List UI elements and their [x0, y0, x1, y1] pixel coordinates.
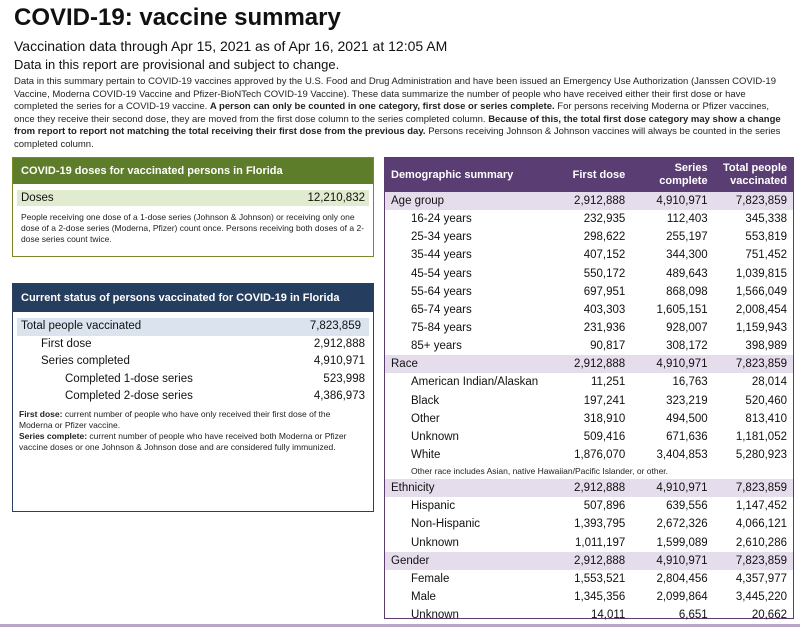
- row-label: 35-44 years: [411, 249, 472, 262]
- note-text-3: Persons receiving Johnson & Johnson vaccines will always be counted in the series completed column.: [14, 126, 781, 150]
- total-vaccinated-cell: 553,819: [745, 231, 787, 244]
- row-label: American Indian/Alaskan: [411, 376, 539, 389]
- note-text-1: Data in this summary pertain to COVID-19 vaccines approved by the U.S. Food and Drug Administration and have been issued an Emergency Use Authorization (Janssen COVID-19 Vaccine, Moderna COVID-19 Vaccine and Pfizer-BioNTech COVID-19 Vaccine). These data summarize the number of people who have received either their first dose or have completed the series for a COVID-19 vaccine.: [14, 76, 776, 113]
- row-label: Female: [411, 572, 450, 585]
- first-dose-cell: 231,936: [583, 322, 626, 335]
- series-definition: current number of people who have received both Moderna or Pfizer vaccine doses or one Johnson & Johnson dose and are considered fully immunized.: [19, 430, 347, 452]
- first-dose-cell: 407,152: [583, 249, 626, 262]
- status-value: 523,998: [323, 372, 365, 385]
- first-dose-cell: 1,011,197: [574, 536, 626, 549]
- row-label: Black: [411, 394, 440, 407]
- row-label: Unknown: [411, 430, 459, 443]
- series-complete-cell: 4,910,971: [656, 195, 708, 208]
- total-vaccinated-cell: 1,147,452: [735, 500, 787, 513]
- total-vaccinated-cell: 345,338: [745, 213, 787, 226]
- row-label: Other: [411, 412, 440, 425]
- first-dose-cell: 2,912,888: [574, 482, 626, 495]
- total-vaccinated-cell: 2,610,286: [735, 536, 787, 549]
- series-complete-cell: 2,804,456: [656, 572, 708, 585]
- total-vaccinated-cell: 1,181,052: [735, 430, 787, 443]
- series-term: Series complete:: [19, 430, 88, 441]
- series-complete-cell: 308,172: [666, 340, 708, 353]
- race-row: [385, 410, 793, 428]
- status-row-first-dose: [13, 336, 373, 354]
- page-title: COVID-19: vaccine summary: [14, 4, 341, 31]
- first-dose-cell: 2,912,888: [574, 554, 626, 567]
- total-vaccinated-cell: 398,989: [745, 340, 787, 353]
- age-row: [385, 228, 793, 246]
- series-complete-cell: 639,556: [666, 500, 708, 513]
- total-vaccinated-cell: 2,008,454: [735, 303, 787, 316]
- header-series-complete: [625, 162, 707, 188]
- first-dose-cell: 1,553,521: [574, 572, 626, 585]
- status-label: Series completed: [41, 355, 130, 367]
- row-label: Hispanic: [411, 500, 456, 513]
- first-dose-cell: 298,622: [583, 231, 626, 244]
- report-date: Vaccination data through Apr 15, 2021 as of Apr 16, 2021 at 12:05 AM: [14, 38, 448, 54]
- status-label: Total people vaccinated: [21, 320, 142, 332]
- race-note: Other race includes Asian, native Hawaiian/Pacific Islander, or other.: [411, 466, 669, 477]
- series-complete-cell: 16,763: [672, 376, 708, 389]
- row-label: Unknown: [411, 536, 459, 549]
- row-label: Gender: [391, 554, 430, 567]
- first-dose-cell: 90,817: [590, 340, 626, 353]
- total-vaccinated-cell: 520,460: [745, 394, 787, 407]
- first-dose-cell: 2,912,888: [574, 358, 626, 371]
- race-row: [385, 392, 793, 410]
- first-dose-definition: current number of people who have only received their first dose of the Moderna or Pfizer vaccine.: [19, 408, 331, 430]
- status-value: 4,910,971: [313, 355, 365, 367]
- first-dose-cell: 197,241: [583, 394, 626, 407]
- ethnicity-row: [385, 497, 793, 515]
- note-text-2: For persons receiving Moderna or Pfizer vaccines, once they receive their second dose, they are moved from the first dose column to the series completed column.: [14, 101, 770, 125]
- series-complete-cell: 323,219: [666, 394, 708, 407]
- first-dose-cell: 550,172: [583, 267, 626, 280]
- series-complete-cell: 344,300: [666, 249, 708, 262]
- first-dose-cell: 1,393,795: [574, 518, 626, 531]
- series-complete-cell: 4,910,971: [656, 482, 708, 495]
- total-vaccinated-cell: 751,452: [745, 249, 787, 262]
- doses-row: [17, 190, 369, 206]
- age-row: [385, 210, 793, 228]
- age-row: [385, 301, 793, 319]
- header-first-dose: First dose: [572, 168, 626, 181]
- first-dose-cell: 697,951: [583, 285, 626, 298]
- first-dose-cell: 318,910: [583, 412, 626, 425]
- total-vaccinated-cell: 7,823,859: [735, 195, 787, 208]
- first-dose-cell: 403,303: [583, 303, 626, 316]
- header-total-vaccinated: [708, 162, 793, 188]
- series-complete-cell: 494,500: [666, 412, 708, 425]
- series-complete-cell: 6,651: [678, 609, 708, 622]
- row-label: 85+ years: [411, 340, 462, 353]
- status-label: First dose: [41, 337, 92, 350]
- status-label: Completed 1-dose series: [65, 372, 193, 385]
- gender-row: [385, 570, 793, 588]
- header-total-line1: Total people: [723, 162, 787, 174]
- total-vaccinated-cell: 7,823,859: [735, 554, 787, 567]
- header-total-line2: vaccinated: [730, 175, 787, 187]
- gender-group-row: [385, 552, 793, 570]
- row-label: White: [411, 449, 441, 462]
- status-panel-title: Current status of persons vaccinated for COVID-19 in Florida: [13, 284, 373, 312]
- header-series-line1: Series: [674, 162, 708, 174]
- header-series-line2: complete: [659, 175, 708, 187]
- total-vaccinated-cell: 20,662: [751, 609, 787, 622]
- row-label: 16-24 years: [411, 213, 472, 226]
- status-value: 7,823,859: [309, 320, 361, 332]
- total-vaccinated-cell: 5,280,923: [735, 449, 787, 462]
- row-label: 75-84 years: [411, 322, 472, 335]
- gender-row: [385, 588, 793, 606]
- series-complete-cell: 1,605,151: [656, 303, 708, 316]
- series-complete-cell: 489,643: [666, 267, 708, 280]
- status-row-total: [17, 318, 369, 336]
- total-vaccinated-cell: 4,357,977: [735, 572, 787, 585]
- note-bold-1: A person can only be counted in one category, first dose or series complete.: [209, 101, 555, 113]
- row-label: 55-64 years: [411, 285, 472, 298]
- race-group-row: [385, 355, 793, 373]
- series-complete-cell: 2,672,326: [656, 518, 708, 531]
- first-dose-cell: 14,011: [590, 609, 626, 622]
- ethnicity-row: [385, 515, 793, 533]
- row-label: Race: [391, 358, 418, 371]
- demographic-body: [385, 192, 793, 624]
- row-label: Ethnicity: [391, 482, 435, 495]
- status-row-series: [13, 353, 373, 371]
- bottom-divider: [0, 624, 800, 627]
- total-vaccinated-cell: 1,039,815: [735, 267, 787, 280]
- doses-label: Doses: [21, 192, 54, 204]
- demographic-panel: [384, 157, 794, 622]
- first-dose-cell: 507,896: [583, 500, 626, 513]
- series-complete-cell: 112,403: [666, 213, 708, 226]
- status-label: Completed 2-dose series: [65, 390, 193, 402]
- first-dose-cell: 2,912,888: [574, 195, 626, 208]
- first-dose-term: First dose:: [19, 408, 63, 419]
- series-complete-cell: 928,007: [666, 322, 708, 335]
- row-label: Male: [411, 591, 436, 604]
- status-definitions: [13, 406, 373, 453]
- series-complete-cell: 671,636: [666, 430, 708, 443]
- total-vaccinated-cell: 7,823,859: [735, 482, 787, 495]
- note-bold-2: Because of this, the total first dose category may show a change from report to report not matching the total receiving their first dose from the previous day.: [14, 113, 781, 138]
- series-complete-cell: 3,404,853: [656, 449, 708, 462]
- first-dose-cell: 1,876,070: [574, 449, 626, 462]
- gender-row: [385, 606, 793, 624]
- series-complete-cell: 4,910,971: [656, 358, 708, 371]
- total-vaccinated-cell: 7,823,859: [735, 358, 787, 371]
- race-row: [385, 428, 793, 446]
- doses-value: 12,210,832: [307, 192, 365, 204]
- total-vaccinated-cell: 1,159,943: [735, 322, 787, 335]
- series-complete-cell: 868,098: [666, 285, 708, 298]
- row-label: Age group: [391, 195, 445, 208]
- age-row: [385, 283, 793, 301]
- doses-description: People receiving one dose of a 1-dose series (Johnson & Johnson) or receiving only one dose of a 2-dose series (Moderna, Pfizer) count once. Persons receiving both doses of a 2-dose series count twice.: [21, 212, 365, 244]
- total-vaccinated-cell: 4,066,121: [735, 518, 787, 531]
- status-row-1dose: [13, 371, 373, 389]
- series-complete-cell: 4,910,971: [656, 554, 708, 567]
- row-label: Unknown: [411, 609, 459, 622]
- row-label: 65-74 years: [411, 303, 472, 316]
- data-note: [14, 76, 784, 152]
- age-row: [385, 337, 793, 355]
- first-dose-cell: 232,935: [583, 213, 626, 226]
- status-value: 2,912,888: [313, 337, 365, 350]
- race-row: [385, 446, 793, 464]
- race-row: [385, 373, 793, 391]
- first-dose-cell: 509,416: [583, 430, 626, 443]
- total-vaccinated-cell: 3,445,220: [735, 591, 787, 604]
- header-demographic: Demographic summary: [391, 168, 514, 181]
- row-label: 45-54 years: [411, 267, 472, 280]
- series-complete-cell: 2,099,864: [656, 591, 708, 604]
- first-dose-cell: 11,251: [590, 376, 626, 389]
- ethnicity-group-row: [385, 479, 793, 497]
- series-complete-cell: 1,599,089: [656, 536, 708, 549]
- row-label: 25-34 years: [411, 231, 472, 244]
- status-value: 4,386,973: [313, 390, 365, 402]
- series-complete-cell: 255,197: [666, 231, 708, 244]
- total-vaccinated-cell: 1,566,049: [735, 285, 787, 298]
- first-dose-cell: 1,345,356: [574, 591, 626, 604]
- doses-panel-title: COVID-19 doses for vaccinated persons in Florida: [13, 158, 373, 184]
- age-row: [385, 246, 793, 264]
- age-row: [385, 319, 793, 337]
- age-row: [385, 265, 793, 283]
- age-group-row: [385, 192, 793, 210]
- row-label: Non-Hispanic: [411, 518, 481, 531]
- doses-panel: [12, 157, 374, 257]
- total-vaccinated-cell: 28,014: [751, 376, 787, 389]
- total-vaccinated-cell: 813,410: [745, 412, 787, 425]
- ethnicity-row: [385, 534, 793, 552]
- status-row-2dose: [13, 388, 373, 406]
- status-panel: [12, 283, 374, 512]
- provisional-notice: Data in this report are provisional and subject to change.: [14, 57, 340, 72]
- demographic-header: [385, 158, 793, 192]
